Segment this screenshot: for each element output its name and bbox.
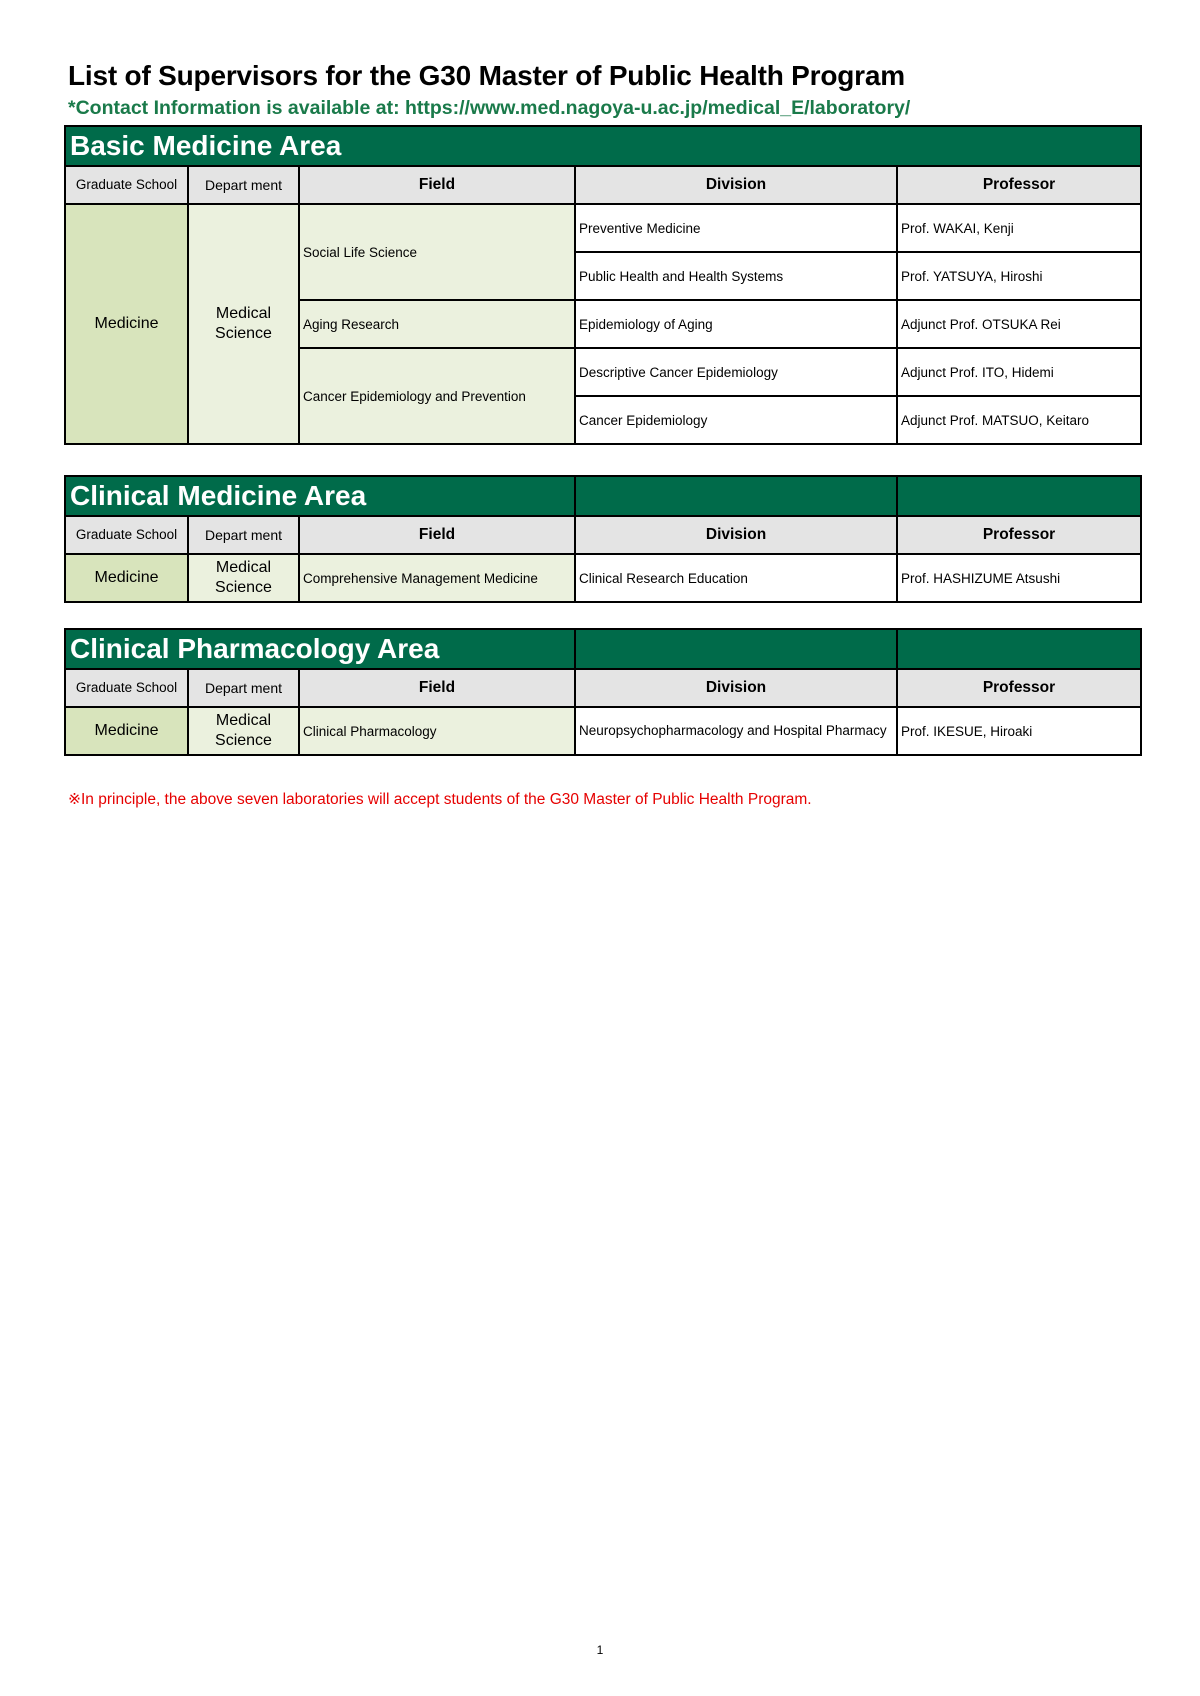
header-professor: Professor — [897, 669, 1141, 707]
division-cell: Descriptive Cancer Epidemiology — [575, 348, 897, 396]
contact-info: *Contact Information is available at: https://www.med.nagoya-u.ac.jp/medical_E/laboratory/ — [68, 97, 911, 119]
clinical-pharmacology-area — [64, 628, 1140, 756]
header-graduate-school: Graduate School — [65, 516, 188, 554]
area-title: Basic Medicine Area — [65, 126, 1141, 166]
header-row — [65, 669, 1141, 707]
professor-cell: Prof. YATSUYA, Hiroshi — [897, 252, 1141, 300]
department-cell: Medical Science — [188, 554, 299, 602]
header-field: Field — [299, 166, 575, 204]
field-cell: Social Life Science — [299, 204, 575, 300]
clinical-medicine-area — [64, 475, 1140, 603]
basic-medicine-table — [64, 125, 1142, 445]
graduate-school-cell: Medicine — [65, 554, 188, 602]
field-cell: Comprehensive Management Medicine — [299, 554, 575, 602]
area-band — [65, 629, 1141, 669]
header-field: Field — [299, 669, 575, 707]
field-cell: Clinical Pharmacology — [299, 707, 575, 755]
area-band — [65, 126, 1141, 166]
graduate-school-cell: Medicine — [65, 204, 188, 444]
professor-cell: Adjunct Prof. MATSUO, Keitaro — [897, 396, 1141, 444]
header-professor: Professor — [897, 166, 1141, 204]
header-graduate-school: Graduate School — [65, 669, 188, 707]
band-cell — [575, 629, 897, 669]
acceptance-note: ※In principle, the above seven laboratories will accept students of the G30 Master of Public Health Program. — [68, 791, 812, 808]
band-cell — [575, 476, 897, 516]
department-cell: Medical Science — [188, 707, 299, 755]
header-division: Division — [575, 516, 897, 554]
division-cell: Cancer Epidemiology — [575, 396, 897, 444]
division-cell: Public Health and Health Systems — [575, 252, 897, 300]
band-cell — [897, 476, 1141, 516]
professor-cell: Adjunct Prof. OTSUKA Rei — [897, 300, 1141, 348]
professor-cell: Prof. WAKAI, Kenji — [897, 204, 1141, 252]
division-cell: Epidemiology of Aging — [575, 300, 897, 348]
field-cell: Cancer Epidemiology and Prevention — [299, 348, 575, 444]
table-row — [65, 707, 1141, 755]
page-title: List of Supervisors for the G30 Master of Public Health Program — [68, 60, 905, 91]
header-department: Depart ment — [188, 516, 299, 554]
table-row — [65, 204, 1141, 252]
header-division: Division — [575, 166, 897, 204]
header-row — [65, 516, 1141, 554]
header-division: Division — [575, 669, 897, 707]
header-row — [65, 166, 1141, 204]
band-cell — [897, 629, 1141, 669]
division-cell: Clinical Research Education — [575, 554, 897, 602]
division-cell: Preventive Medicine — [575, 204, 897, 252]
table-row — [65, 554, 1141, 602]
area-title: Clinical Pharmacology Area — [65, 629, 575, 669]
field-cell: Aging Research — [299, 300, 575, 348]
header-field: Field — [299, 516, 575, 554]
header-department: Depart ment — [188, 669, 299, 707]
division-cell: Neuropsychopharmacology and Hospital Pharmacy — [575, 707, 897, 755]
page-number: 1 — [596, 1643, 604, 1657]
area-band — [65, 476, 1141, 516]
clinical-pharmacology-table — [64, 628, 1142, 756]
basic-medicine-area — [64, 125, 1140, 445]
header-professor: Professor — [897, 516, 1141, 554]
header-graduate-school: Graduate School — [65, 166, 188, 204]
graduate-school-cell: Medicine — [65, 707, 188, 755]
area-title: Clinical Medicine Area — [65, 476, 575, 516]
header-department: Depart ment — [188, 166, 299, 204]
department-cell: Medical Science — [188, 204, 299, 444]
professor-cell: Adjunct Prof. ITO, Hidemi — [897, 348, 1141, 396]
professor-cell: Prof. IKESUE, Hiroaki — [897, 707, 1141, 755]
professor-cell: Prof. HASHIZUME Atsushi — [897, 554, 1141, 602]
clinical-medicine-table — [64, 475, 1142, 603]
